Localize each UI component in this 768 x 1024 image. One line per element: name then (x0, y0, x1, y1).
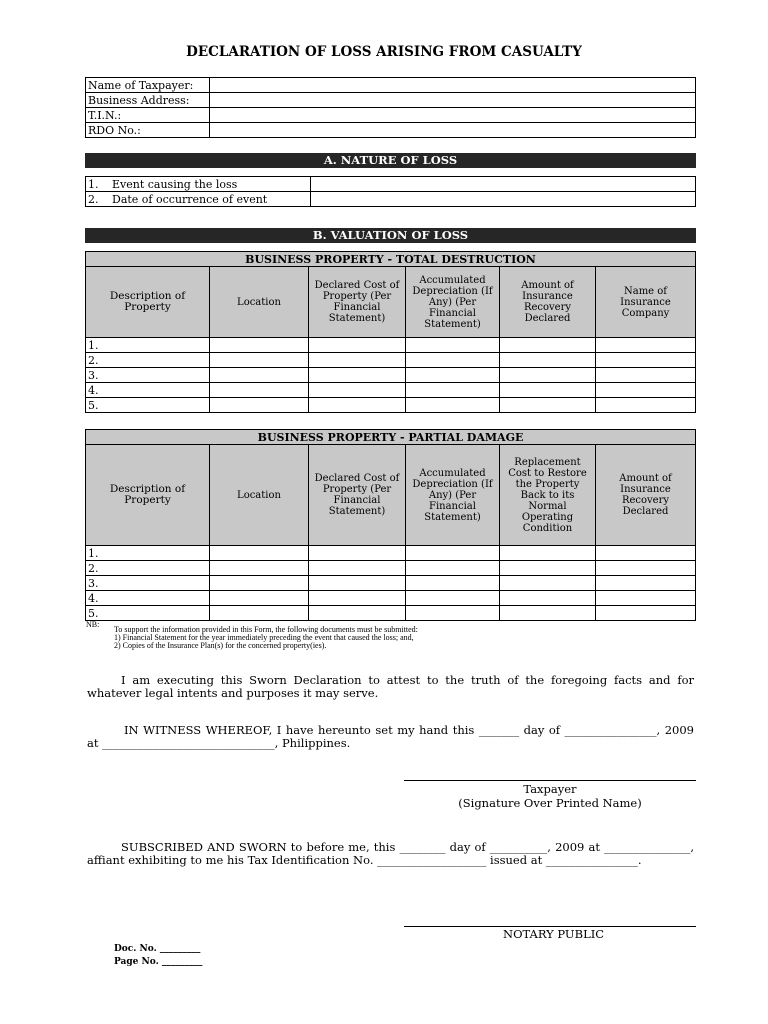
column-header: Replacement Cost to Restore the Property Back to its Normal Operating Condition (500, 445, 596, 546)
cell[interactable] (406, 353, 500, 368)
cell[interactable] (210, 576, 309, 591)
cell[interactable] (210, 353, 309, 368)
cell[interactable] (406, 576, 500, 591)
event-date-field[interactable] (311, 192, 696, 207)
cell[interactable] (406, 546, 500, 561)
column-header: Declared Cost of Property (Per Financial Statement) (309, 267, 406, 338)
info-row (86, 93, 696, 108)
cell[interactable] (309, 591, 406, 606)
info-row (86, 78, 696, 93)
item-number: 2. (86, 192, 111, 207)
cell[interactable] (596, 561, 696, 576)
table-row (86, 383, 696, 398)
cell[interactable] (500, 338, 596, 353)
info-label: T.I.N.: (86, 108, 210, 123)
rdo-field[interactable] (210, 123, 696, 138)
cell[interactable] (596, 368, 696, 383)
info-label: RDO No.: (86, 123, 210, 138)
info-label: Name of Taxpayer: (86, 78, 210, 93)
row-number[interactable]: 2. (86, 561, 210, 576)
table-row (86, 576, 696, 591)
table-row (86, 398, 696, 413)
cell[interactable] (406, 591, 500, 606)
section-b-header: B. VALUATION OF LOSS (85, 228, 696, 243)
declaration-paragraph: I am executing this Sworn Declaration to attest to the truth of the foregoing facts and for whatever legal intents and purposes it may serve. (87, 673, 694, 700)
taxpayer-info-table (85, 77, 696, 138)
row-number[interactable]: 5. (86, 398, 210, 413)
table-caption: BUSINESS PROPERTY - PARTIAL DAMAGE (86, 430, 696, 445)
cell[interactable] (500, 383, 596, 398)
cell[interactable] (500, 561, 596, 576)
cell[interactable] (500, 606, 596, 621)
doc-no: Doc. No. _________ (114, 944, 201, 954)
table-row (86, 353, 696, 368)
cell[interactable] (309, 398, 406, 413)
column-header: Location (210, 445, 309, 546)
cell[interactable] (210, 338, 309, 353)
table-row (86, 561, 696, 576)
cell[interactable] (210, 606, 309, 621)
cell[interactable] (309, 383, 406, 398)
column-header: Accumulated Depreciation (If Any) (Per Financial Statement) (406, 445, 500, 546)
nature-row (86, 192, 696, 207)
nature-of-loss-table (85, 176, 696, 207)
cell[interactable] (406, 383, 500, 398)
sworn-paragraph: SUBSCRIBED AND SWORN to before me, this ________ day of __________, 2009 at _______________, affiant exhibiting to me his Tax Identification No. ___________________ issued at ________________. (87, 840, 694, 867)
row-number[interactable]: 4. (86, 591, 210, 606)
witness-paragraph: IN WITNESS WHEREOF, I have hereunto set my hand this _______ day of ________________, 2009 at ______________________________, Philippines. (87, 723, 694, 750)
column-header: Name of Insurance Company (596, 267, 696, 338)
nature-row (86, 177, 696, 192)
page-no: Page No. _________ (114, 957, 203, 967)
cell[interactable] (210, 591, 309, 606)
cell[interactable] (596, 546, 696, 561)
tin-field[interactable] (210, 108, 696, 123)
event-cause-field[interactable] (311, 177, 696, 192)
cell[interactable] (309, 338, 406, 353)
cell[interactable] (309, 606, 406, 621)
column-header: Accumulated Depreciation (If Any) (Per Financial Statement) (406, 267, 500, 338)
page-title: DECLARATION OF LOSS ARISING FROM CASUALTY (186, 44, 582, 60)
row-number[interactable]: 1. (86, 338, 210, 353)
table-row (86, 546, 696, 561)
business-address-field[interactable] (210, 93, 696, 108)
info-row (86, 108, 696, 123)
cell[interactable] (210, 383, 309, 398)
section-a-header: A. NATURE OF LOSS (85, 153, 696, 168)
table-row (86, 368, 696, 383)
taxpayer-name-field[interactable] (210, 78, 696, 93)
table-row (86, 606, 696, 621)
cell[interactable] (406, 606, 500, 621)
taxpayer-signature-line[interactable] (404, 780, 696, 781)
cell[interactable] (406, 368, 500, 383)
table-caption: BUSINESS PROPERTY - TOTAL DESTRUCTION (86, 252, 696, 267)
row-number[interactable]: 2. (86, 353, 210, 368)
cell[interactable] (309, 576, 406, 591)
row-number[interactable]: 3. (86, 576, 210, 591)
taxpayer-sublabel: (Signature Over Printed Name) (458, 796, 642, 810)
note-label: NB: (86, 620, 100, 629)
cell[interactable] (210, 368, 309, 383)
info-row (86, 123, 696, 138)
total-destruction-table (85, 251, 696, 413)
cell[interactable] (596, 398, 696, 413)
cell[interactable] (500, 576, 596, 591)
cell[interactable] (406, 398, 500, 413)
row-number[interactable]: 1. (86, 546, 210, 561)
item-label: Event causing the loss (110, 177, 311, 192)
column-header: Description of Property (86, 445, 210, 546)
cell[interactable] (596, 338, 696, 353)
cell[interactable] (309, 368, 406, 383)
cell[interactable] (500, 368, 596, 383)
table-row (86, 338, 696, 353)
cell[interactable] (210, 546, 309, 561)
cell[interactable] (406, 338, 500, 353)
partial-damage-table (85, 429, 696, 621)
item-label: Date of occurrence of event (110, 192, 311, 207)
table-row (86, 591, 696, 606)
cell[interactable] (596, 353, 696, 368)
cell[interactable] (406, 561, 500, 576)
taxpayer-label: Taxpayer (523, 782, 577, 796)
column-header: Declared Cost of Property (Per Financial Statement) (309, 445, 406, 546)
cell[interactable] (500, 591, 596, 606)
cell[interactable] (500, 353, 596, 368)
cell[interactable] (596, 606, 696, 621)
cell[interactable] (309, 546, 406, 561)
row-number[interactable]: 5. (86, 606, 210, 621)
column-header: Amount of Insurance Recovery Declared (596, 445, 696, 546)
note-intro: To support the information provided in this Form, the following documents must be submitted: (114, 625, 418, 634)
item-number: 1. (86, 177, 111, 192)
note-item: 2) Copies of the Insurance Plan(s) for the concerned property(ies). (114, 641, 327, 650)
cell[interactable] (500, 398, 596, 413)
column-header: Amount of Insurance Recovery Declared (500, 267, 596, 338)
cell[interactable] (309, 561, 406, 576)
cell[interactable] (210, 561, 309, 576)
notary-label: NOTARY PUBLIC (503, 927, 605, 941)
cell[interactable] (596, 576, 696, 591)
row-number[interactable]: 3. (86, 368, 210, 383)
column-header: Description of Property (86, 267, 210, 338)
cell[interactable] (210, 398, 309, 413)
row-number[interactable]: 4. (86, 383, 210, 398)
info-label: Business Address: (86, 93, 210, 108)
cell[interactable] (596, 591, 696, 606)
column-header: Location (210, 267, 309, 338)
cell[interactable] (596, 383, 696, 398)
cell[interactable] (309, 353, 406, 368)
note-item: 1) Financial Statement for the year immediately preceding the event that caused the loss; and, (114, 633, 414, 642)
cell[interactable] (500, 546, 596, 561)
